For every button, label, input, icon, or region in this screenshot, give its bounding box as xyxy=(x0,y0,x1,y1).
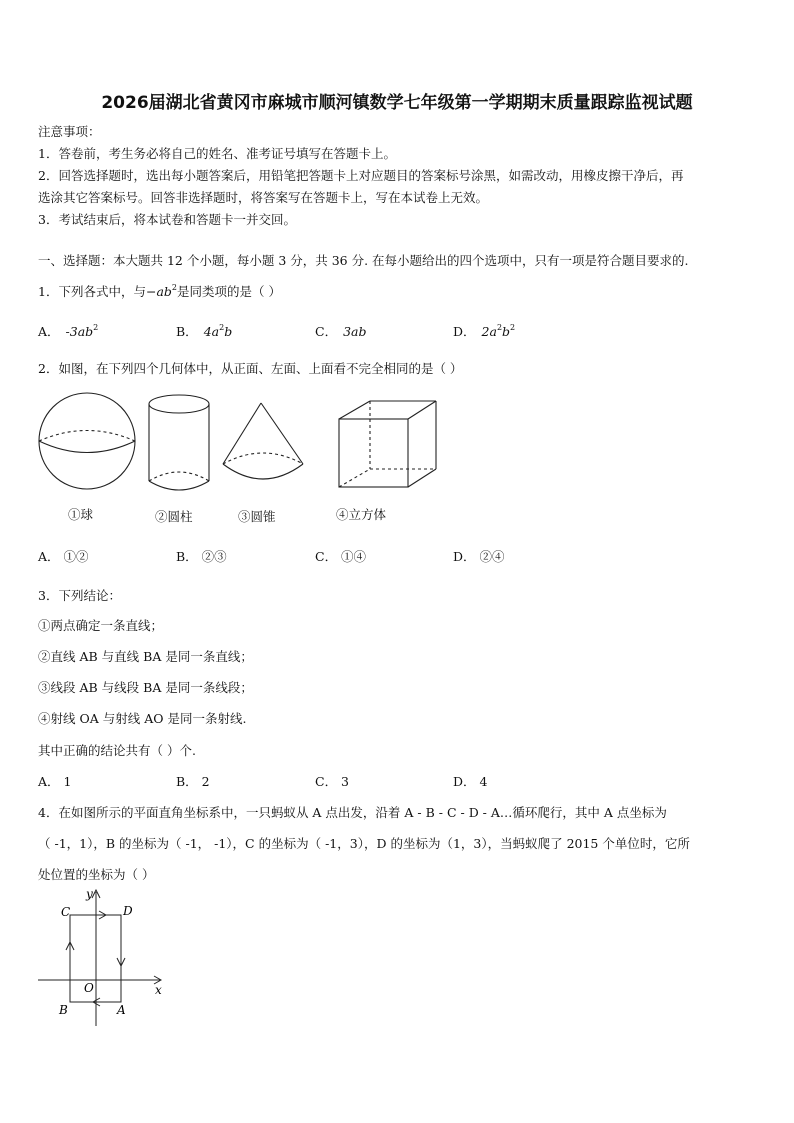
q1-stem-expr: −ab xyxy=(145,284,172,299)
label-d: D xyxy=(123,904,133,918)
q2-option-c[interactable]: C． ①④ xyxy=(315,549,367,564)
label-c: C xyxy=(61,905,71,919)
q4-line-2: （ -1，1），B 的坐标为（ -1， -1），C 的坐标为（ -1，3），D 的坐标为（1，3），当蚂蚁爬了 2015 个单位时，它所 xyxy=(38,836,690,851)
q3-stem: 3．下列结论： xyxy=(38,588,121,603)
option-label: A． xyxy=(38,324,60,339)
option-exp: 2 xyxy=(496,323,503,332)
q3-item-1: ①两点确定一条直线； xyxy=(38,618,164,633)
q3-option-d[interactable]: D． 4 xyxy=(453,774,488,789)
option-expr: -3ab xyxy=(65,324,94,339)
q3-option-c[interactable]: C． 3 xyxy=(315,774,349,789)
cylinder-shape xyxy=(149,395,209,490)
option-exp-2: 2 xyxy=(510,323,516,332)
option-expr: 2a xyxy=(481,324,497,339)
q1-option-d[interactable] xyxy=(453,322,515,340)
q2-option-d[interactable]: D． ②④ xyxy=(453,549,505,564)
option-tail: b xyxy=(502,324,511,339)
section-heading: 一、选择题：本大题共 12 个小题，每小题 3 分，共 36 分. 在每小题给出的四个选项中，只有一项是符合题目要求的. xyxy=(38,253,689,268)
q2-solids-figure xyxy=(34,392,464,502)
option-label: C． xyxy=(315,324,338,339)
label-y: y xyxy=(86,887,93,901)
label-b: B xyxy=(59,1003,68,1017)
option-tail: b xyxy=(224,324,233,339)
q1-option-c[interactable] xyxy=(315,322,367,340)
q1-stem xyxy=(38,282,281,300)
q1-option-a[interactable] xyxy=(38,322,98,340)
notice-item-2: 2．回答选择题时，选出每小题答案后，用铅笔把答题卡上对应题目的答案标号涂黑，如需改动，用橡皮擦干净后，再 xyxy=(38,168,684,183)
option-label: D． xyxy=(453,324,476,339)
option-expr: 3ab xyxy=(343,324,367,339)
q4-line-1: 4．在如图所示的平面直角坐标系中，一只蚂蚁从 A 点出发，沿着 A - B - C - D - A…循环爬行，其中 A 点坐标为 xyxy=(38,805,667,820)
q3-option-a[interactable]: A． 1 xyxy=(38,774,72,789)
notice-item-3: 3．考试结束后，将本试卷和答题卡一并交回。 xyxy=(38,212,296,227)
option-exp: 2 xyxy=(93,323,99,332)
q1-stem-post: 是同类项的是（ ） xyxy=(177,284,281,299)
q3-question: 其中正确的结论共有（ ）个. xyxy=(38,743,196,758)
q2-option-a[interactable]: A． ①② xyxy=(38,549,89,564)
q4-coordinate-figure xyxy=(34,884,174,1034)
page-title: 2026届湖北省黄冈市麻城市顺河镇数学七年级第一学期期末质量跟踪监视试题 xyxy=(101,93,693,113)
caption-cube: ④立方体 xyxy=(336,507,387,522)
notice-item-2-cont: 选涂其它答案标号。回答非选择题时，将答案写在答题卡上，写在本试卷上无效。 xyxy=(38,190,489,205)
q1-stem-exp: 2 xyxy=(171,283,177,292)
q2-option-b[interactable]: B． ②③ xyxy=(176,549,227,564)
q1-option-b[interactable] xyxy=(176,322,232,340)
label-o: O xyxy=(84,981,94,995)
caption-cone: ③圆锥 xyxy=(238,509,276,524)
q3-item-3: ③线段 AB 与线段 BA 是同一条线段； xyxy=(38,680,253,695)
notice-heading: 注意事项： xyxy=(38,124,101,139)
notice-item-1: 1．答卷前，考生务必将自己的姓名、准考证号填写在答题卡上。 xyxy=(38,146,396,161)
cube-shape xyxy=(339,401,436,487)
cone-shape xyxy=(223,403,303,479)
sphere-shape xyxy=(39,393,135,489)
q2-stem: 2．如图，在下列四个几何体中，从正面、左面、上面看不完全相同的是（ ） xyxy=(38,361,463,376)
q4-line-3: 处位置的坐标为（ ） xyxy=(38,867,155,882)
q3-option-b[interactable]: B． 2 xyxy=(176,774,210,789)
option-exp: 2 xyxy=(219,323,225,332)
option-expr: 4a xyxy=(203,324,220,339)
caption-cylinder: ②圆柱 xyxy=(155,509,193,524)
q3-item-4: ④射线 OA 与射线 AO 是同一条射线. xyxy=(38,711,247,726)
label-a: A xyxy=(117,1003,126,1017)
q3-item-2: ②直线 AB 与直线 BA 是同一条直线； xyxy=(38,649,253,664)
option-label: B． xyxy=(176,324,198,339)
caption-sphere: ①球 xyxy=(68,507,94,522)
label-x: x xyxy=(155,983,162,997)
q1-stem-pre: 1．下列各式中，与 xyxy=(38,284,146,299)
